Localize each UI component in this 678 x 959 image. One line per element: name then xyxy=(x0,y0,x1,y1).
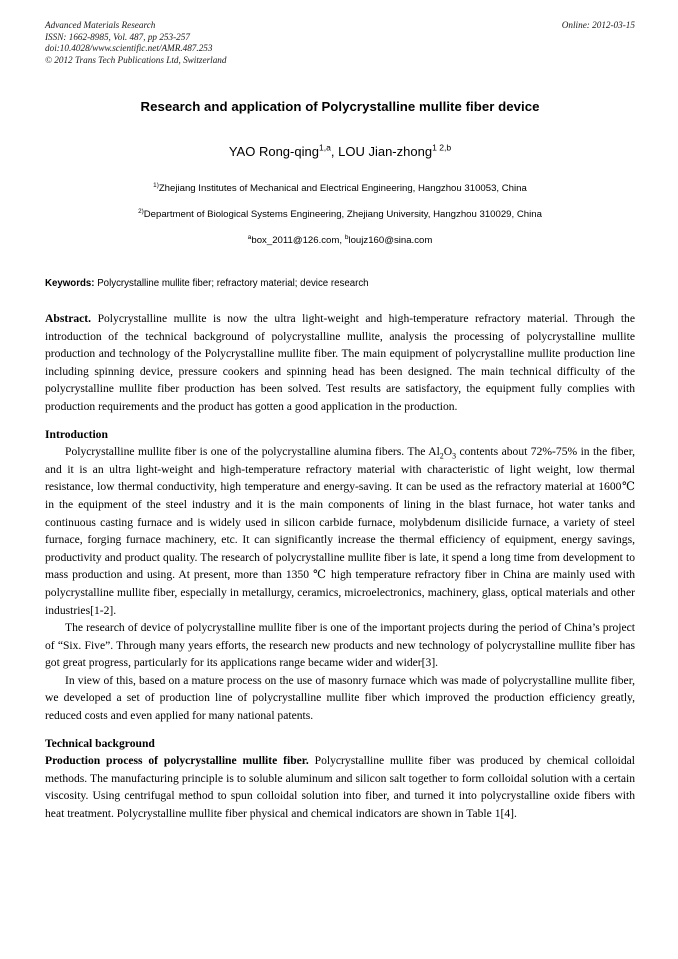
production-process-text: Polycrystalline mullite fiber was produced by chemical colloidal methods. The manufacturing principle is to soluble aluminum and silicon salt together to form colloidal solution with a certain viscosity. Using centrifugal method to spun colloidal solution into fiber, and turned it into polycrystalline oxide fibers with heat treatment. Polycrystalline mullite fiber physical and chemical indicators are shown in Table 1[4]. xyxy=(45,754,635,821)
page-title: Research and application of Polycrystalline mullite fiber device xyxy=(140,99,540,114)
journal-name: Advanced Materials Research xyxy=(45,20,156,30)
introduction-paragraph-2: The research of device of polycrystalline mullite fiber is one of the important projects during the period of China’s project of “Six. Five”. Through many years efforts, the research new products and new technology of polycrystalline mullite fiber has got great progress, particularly for its applications range became wider and wider[3]. xyxy=(45,621,635,670)
journal-header xyxy=(45,20,635,72)
section-heading-introduction: Introduction xyxy=(45,427,108,441)
author-emails xyxy=(45,235,635,247)
alumina-subscript-2: 2 xyxy=(439,451,444,461)
email-address-b[interactable]: loujz160@sina.com xyxy=(348,235,433,246)
abstract-text: Polycrystalline mullite is now the ultra light-weight and high-temperature refractory material. Through the introduction of the technical background of polycrystalline mullite, analysis the processing of polycrystalline mullite production and technology of the Polycrystalline mullite fiber. The main equipment of polycrystalline mullite production line including spinning device, pressure cookers and spinning head has been designed. The main technical difficulty of the polycrystalline mullite fiber production has been solved. Test results are satisfactory, the equipment fully complies with production requirements and the product has gotten a good application in the production. xyxy=(45,312,635,413)
author-name-2: LOU Jian-zhong xyxy=(338,144,433,159)
affiliation-marker-1: 1) xyxy=(153,181,159,189)
keywords-value: Polycrystalline mullite fiber; refractory material; device research xyxy=(94,278,369,289)
author-name-1: YAO Rong-qing xyxy=(228,144,319,159)
author-list xyxy=(45,144,635,160)
author-separator: , xyxy=(330,144,339,159)
section-heading-technical-background: Technical background xyxy=(45,736,155,750)
journal-issn: ISSN: 1662-8985, Vol. 487, pp 253-257 xyxy=(45,31,190,42)
affiliation-block xyxy=(45,183,635,247)
alumina-subscript-3: 3 xyxy=(452,451,457,461)
email-marker-a: a xyxy=(247,233,252,241)
abstract-label: Abstract. xyxy=(45,312,92,325)
affiliation-text-2: Department of Biological Systems Engineering, Zhejiang University, Hangzhou 310029, China xyxy=(143,209,542,220)
abstract-paragraph xyxy=(45,310,635,416)
intro-p1-part3: contents about 72%-75% in the fiber, and it is an ultra light-weight and high-temperature refractory material with characteristic of light weight, low thermal resistance, low thermal conductivity, high temperature and energy-saving. It can be used as the refractory material at 1600℃ in the equipment of the steel industry and it is the main components of lining in the blast furnace, hot water tanks and continuous casting furnace and is widely used in silicon carbide furnace, molybdenum disilicide furnace, a variety of steel furnace, forging furnace machinery, etc. It can significantly increase the thermal efficiency of equipment, energy savings, productivity and product quality. The research of polycrystalline mullite fiber is late, it spend a long time from development to mass production and using. At present, more than 1350 ℃ high temperature refractory fiber in China are mainly used with polycrystalline mullite fiber, especially in metallurgy, ceramics, microelectronics, machinery, glass, optical materials and other industries[1-2]. xyxy=(45,445,635,617)
journal-doi: doi:10.4028/www.scientific.net/AMR.487.253 xyxy=(45,43,213,54)
author-affil-marker-1: 1,a xyxy=(318,142,331,153)
keywords-line xyxy=(45,277,635,290)
author-affil-marker-2: 1 2,b xyxy=(432,142,452,153)
affiliation-2 xyxy=(45,209,635,221)
intro-p1-part2: O xyxy=(443,445,453,459)
intro-p1-part1: Polycrystalline mullite fiber is one of the polycrystalline alumina fibers. The Al xyxy=(65,445,440,459)
email-address-a[interactable]: box_2011@126.com xyxy=(251,235,340,246)
online-date: Online: 2012-03-15 xyxy=(561,20,635,30)
affiliation-1 xyxy=(45,183,635,195)
production-process-label: Production process of polycrystalline mullite fiber. xyxy=(45,754,309,768)
production-process-paragraph xyxy=(45,752,635,822)
keywords-label: Keywords: xyxy=(45,278,95,289)
email-marker-b: b xyxy=(344,233,349,241)
affiliation-marker-2: 2) xyxy=(138,207,144,215)
affiliation-text-1: Zhejiang Institutes of Mechanical and Electrical Engineering, Hangzhou 310053, China xyxy=(158,183,527,194)
introduction-paragraph-3: In view of this, based on a mature process on the use of masonry furnace which was made of polycrystalline mullite fiber, we developed a set of production line of polycrystalline mullite fiber which improved the production efficiency greatly, reduced costs and even applied for many national patents. xyxy=(45,673,635,723)
introduction-paragraph-1 xyxy=(45,443,635,619)
email-separator: , xyxy=(339,235,345,246)
journal-copyright: © 2012 Trans Tech Publications Ltd, Switzerland xyxy=(45,54,227,65)
